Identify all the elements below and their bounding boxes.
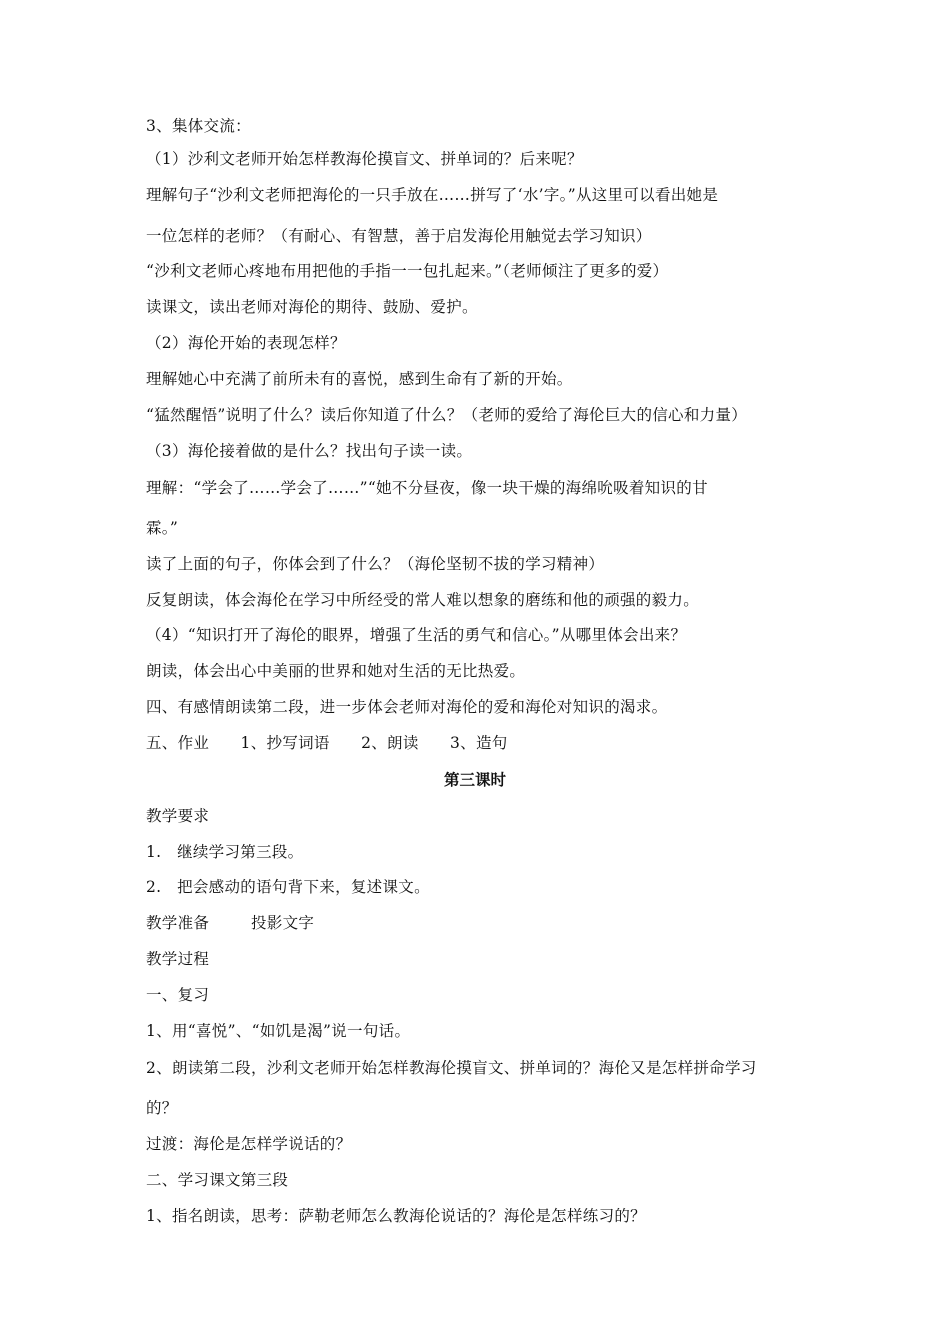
text-line: 过渡：海伦是怎样学说话的？ — [146, 1135, 352, 1153]
text-line: （2）海伦开始的表现怎样？ — [146, 334, 346, 352]
text-line: 的？ — [146, 1099, 178, 1117]
text-line: 理解她心中充满了前所未有的喜悦，感到生命有了新的开始。 — [146, 370, 573, 388]
text-line: （3）海伦接着做的是什么？找出句子读一读。 — [146, 442, 473, 460]
text-line: 四、有感情朗读第二段，进一步体会老师对海伦的爱和海伦对知识的渴求。 — [146, 698, 668, 716]
text-line: 教学要求 — [146, 807, 210, 825]
text-line: 1、用“喜悦”、“如饥是渴”说一句话。 — [146, 1022, 411, 1040]
text-line: “沙利文老师心疼地布用把他的手指一一包扎起来。”（老师倾注了更多的爱） — [146, 262, 669, 280]
text-line: 1. 继续学习第三段。 — [146, 843, 304, 861]
text-line: 1、指名朗读，思考：萨勒老师怎么教海伦说话的？海伦是怎样练习的？ — [146, 1207, 646, 1225]
text-line: 3、集体交流： — [146, 117, 251, 135]
text-line: （1）沙利文老师开始怎样教海伦摸盲文、拼单词的？后来呢？ — [146, 150, 583, 168]
text-line: 反复朗读，体会海伦在学习中所经受的常人难以想象的磨练和他的顽强的毅力。 — [146, 591, 700, 609]
text-line: 教学过程 — [146, 950, 210, 968]
text-line: 理解：“学会了……学会了……”“她不分昼夜，像一块干燥的海绵吮吸着知识的甘 — [146, 479, 708, 497]
text-line: 朗读，体会出心中美丽的世界和她对生活的无比热爱。 — [146, 662, 526, 680]
text-line: 理解句子“沙利文老师把海伦的一只手放在……拼写了‘水’字。”从这里可以看出她是 — [146, 186, 719, 204]
text-line: 2. 把会感动的语句背下来，复述课文。 — [146, 878, 430, 896]
text-line: 霖。” — [146, 519, 179, 537]
text-line: （4）“知识打开了海伦的眼界，增强了生活的勇气和信心。”从哪里体会出来？ — [146, 626, 687, 644]
text-line: 读课文，读出老师对海伦的期待、鼓励、爱护。 — [146, 298, 478, 316]
text-line: 读了上面的句子，你体会到了什么？（海伦坚韧不拔的学习精神） — [146, 555, 605, 573]
text-line: 教学准备 投影文字 — [146, 914, 315, 932]
section-title: 第三课时 — [443, 771, 506, 789]
text-line: 一、复习 — [146, 986, 210, 1004]
text-line: 一位怎样的老师？（有耐心、有智慧，善于启发海伦用触觉去学习知识） — [146, 227, 652, 245]
text-line: 二、学习课文第三段 — [146, 1171, 289, 1189]
text-line: 2、朗读第二段，沙利文老师开始怎样教海伦摸盲文、拼单词的？海伦又是怎样拼命学习 — [146, 1059, 757, 1077]
text-line: “猛然醒悟”说明了什么？读后你知道了什么？（老师的爱给了海伦巨大的信心和力量） — [146, 406, 748, 424]
text-line: 五、作业 1、抄写词语 2、朗读 3、造句 — [146, 734, 508, 752]
